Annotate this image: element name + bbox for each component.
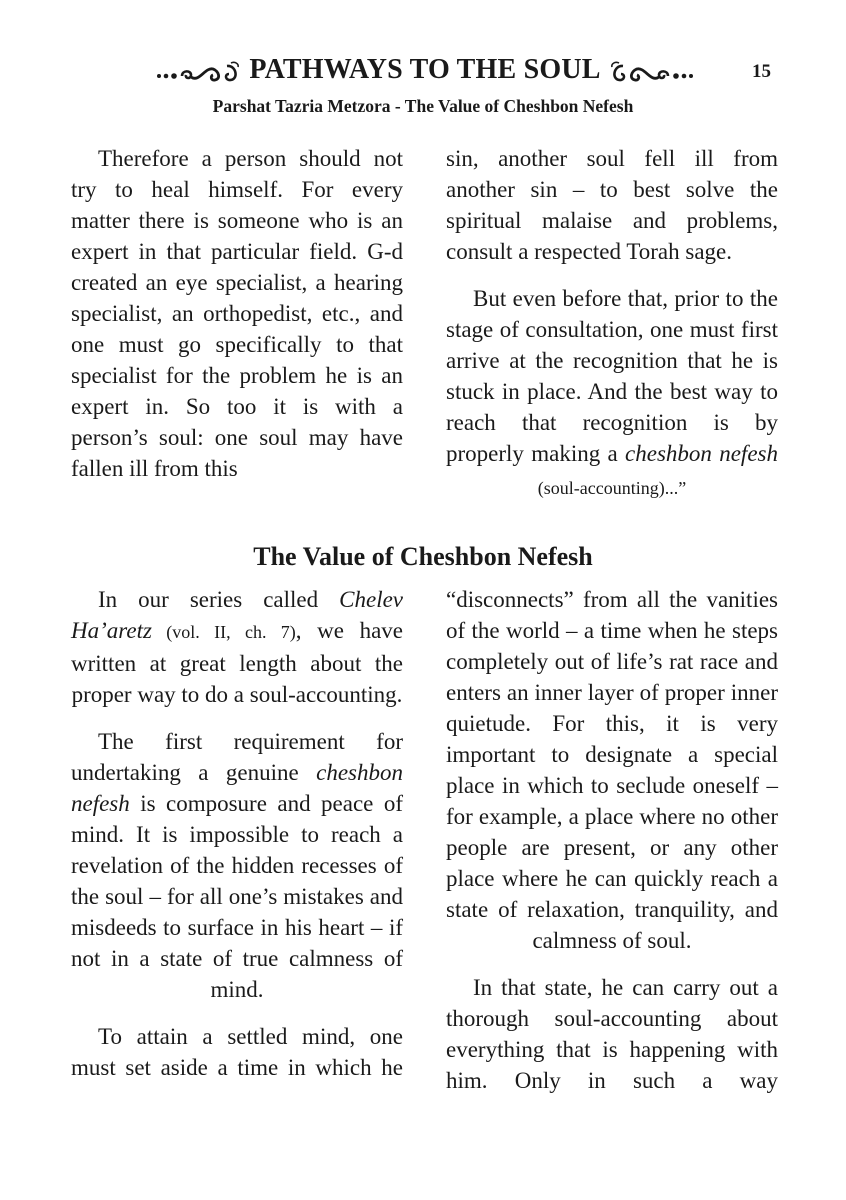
parenthetical-note: (soul-accounting)...” xyxy=(537,478,687,498)
paragraph: sin, another soul fell ill from another sin – to best solve the spiritual malaise and problems, consult a respected Torah sage. xyxy=(446,146,778,264)
paragraph: In that state, he can carry out a thorough soul-accounting about everything that is happening with him. Only in such a way xyxy=(446,975,778,1093)
top-right-column xyxy=(446,143,778,504)
paragraph: To attain a settled mind, one must set aside a time in which he xyxy=(71,1024,403,1080)
paragraph xyxy=(71,584,403,710)
paragraph-text: But even before that, prior to the stage of consultation, one must first arrive at the recognition that he is stuck in place. And the best way to reach that recognition is by properly making a xyxy=(446,286,778,466)
scroll-ornament-right-icon xyxy=(603,59,695,85)
paragraph: Therefore a person should not try to heal himself. For every matter there is someone who is an expert in that particular field. G-d created an eye specialist, a hearing specialist, an orthopedist, etc., and one must go specifically to that specialist for the problem he is an expert in. So too it is with a person’s soul: one soul may have fallen ill from this xyxy=(71,146,403,481)
running-title xyxy=(130,52,720,88)
top-left-column xyxy=(71,143,403,484)
page-header xyxy=(0,52,846,92)
chapter-subtitle: Parshat Tazria Metzora - The Value of Cheshbon Nefesh xyxy=(212,96,634,116)
bottom-right-column xyxy=(446,584,778,1096)
italic-term: cheshbon nefesh xyxy=(71,760,403,816)
bottom-left-column xyxy=(71,584,403,1083)
paragraph-text: In our series called xyxy=(98,587,340,612)
italic-title: Chelev Ha’aretz xyxy=(71,587,403,643)
paragraph: “disconnects” from all the vanities of the world – a time when he steps completely out of life’s rat race and enters an inner layer of proper inner quietude. For this, it is very important to designate a special place in which to seclude oneself – for example, a place where no other people are present, or any other place where he can quickly reach a state of relaxation, tranquility, and calmness of soul. xyxy=(446,587,778,953)
paragraph xyxy=(71,726,403,1005)
paragraph xyxy=(446,283,778,504)
citation: (vol. II, ch. 7) xyxy=(151,622,296,642)
page-number: 15 xyxy=(752,61,771,82)
italic-term: cheshbon nefesh xyxy=(625,441,778,466)
scroll-ornament-left-icon xyxy=(155,59,247,85)
paragraph-text: is composure and peace of mind. It is impossible to reach a revelation of the hidden recesses of the soul – for all one’s mistakes and misdeeds to surface in his heart – if not in a state of true calmness of mind. xyxy=(71,791,403,1002)
section-heading: The Value of Cheshbon Nefesh xyxy=(253,542,593,571)
paragraph-text: The first requirement for undertaking a genuine xyxy=(71,729,403,785)
running-title-text: PATHWAYS TO THE SOUL xyxy=(249,54,601,85)
paragraph-text: , we have written at great length about the proper way to do a soul-accounting. xyxy=(71,618,403,707)
